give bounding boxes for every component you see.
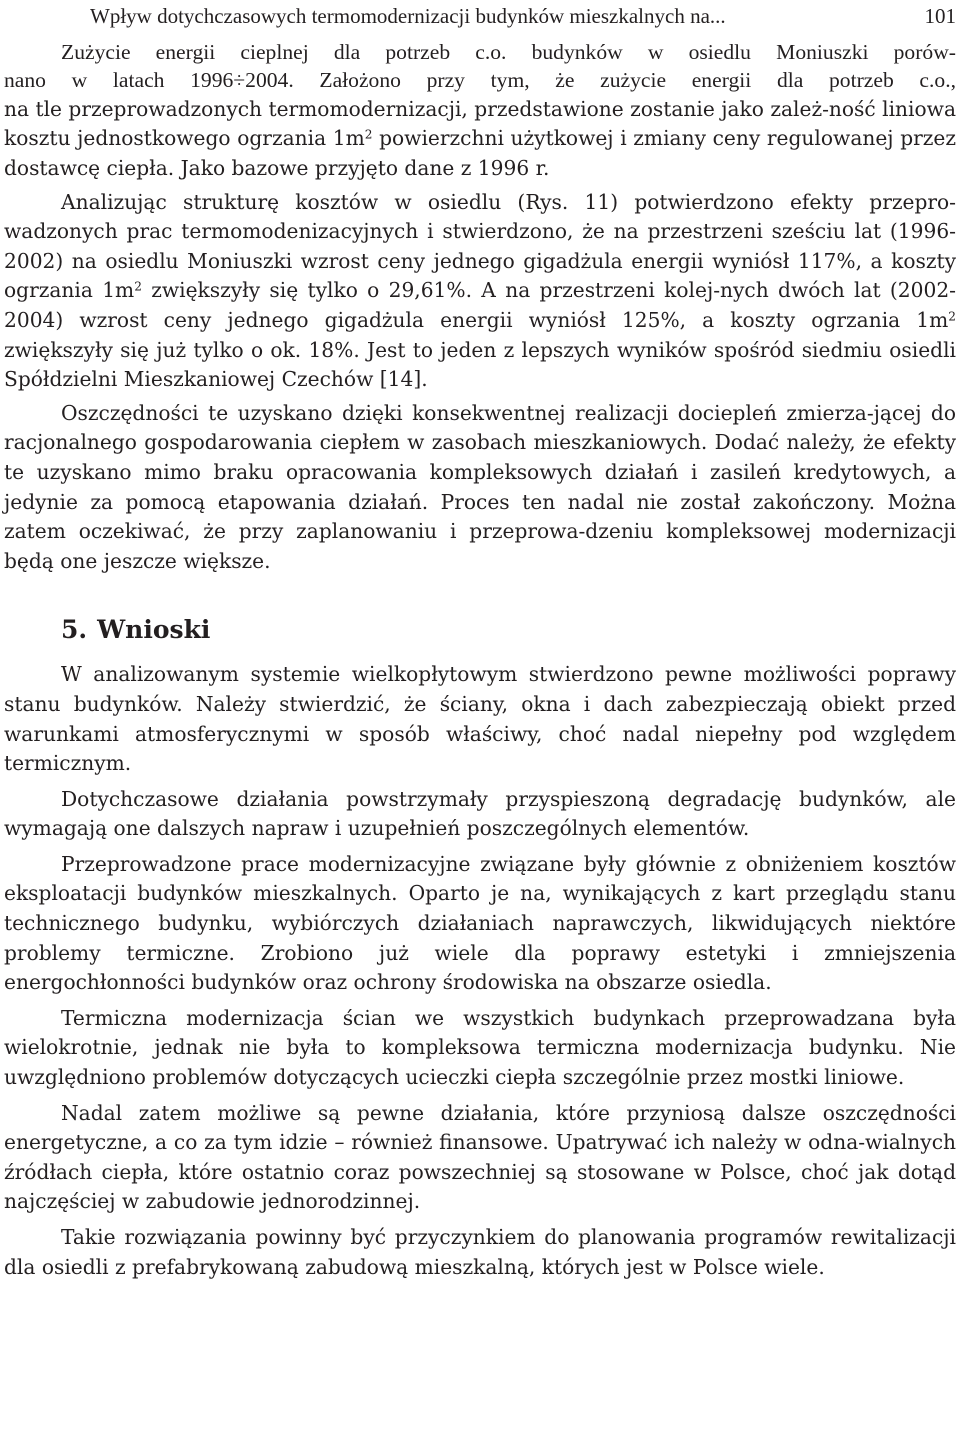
superscript: 2 <box>364 127 373 142</box>
section-heading <box>61 614 956 646</box>
running-header <box>4 0 956 38</box>
paragraph-cost-structure-part-3: zwiększyły się już tylko o ok. 18%. Jest to jeden z lepszych wyników spośród siedmiu osiedli Spółdzielni Mieszkaniowej Czechów [14]. <box>4 337 956 392</box>
section-number: 5. <box>61 615 88 645</box>
page-number: 101 <box>924 4 956 28</box>
superscript: 2 <box>948 309 956 324</box>
superscript: 2 <box>134 279 142 294</box>
intro-paragraph <box>4 38 956 184</box>
intro-rest <box>4 95 956 184</box>
intro-line-2: nano w latach 1996÷2004. Założono przy tym, że zużycie energii dla potrzeb c.o., <box>4 68 956 93</box>
intro-rest-b: powierzchni użytkowej i zmiany ceny regulowanej przez dostawcę ciepła. Jako bazowe przyjęto dane z 1996 r. <box>4 126 956 180</box>
intro-line-1: Zużycie energii cieplnej dla potrzeb c.o. budynków w osiedlu Moniuszki porów- <box>61 40 956 64</box>
conclusion-paragraph: Przeprowadzone prace modernizacyjne związane były głównie z obniżeniem kosztów eksploatacji budynków mieszkalnych. Oparto je na, wynikających z kart przeglądu stanu technicznego budynku, wybiórczych działaniach naprawczych, likwidujących niektóre problemy termiczne. Zrobiono już wiele dla poprawy estetyki i zmniejszenia energochłonności budynków oraz ochrony środowiska na obszarze osiedla. <box>4 851 956 995</box>
conclusion-paragraph: Dotychczasowe działania powstrzymały przyspieszoną degradację budynków, ale wymagają one dalszych napraw i uzupełnień poszczególnych elementów. <box>4 786 956 841</box>
section-title: Wnioski <box>97 615 211 645</box>
conclusion-paragraph: Termiczna modernizacja ścian we wszystkich budynkach przeprowadzana była wielokrotnie, jednak nie była to kompleksowa termiczna modernizacja budynku. Nie uwzględniono problemów dotyczących ucieczki ciepła szczególnie przez mostki liniowe. <box>4 1005 956 1090</box>
conclusion-paragraph: Nadal zatem możliwe są pewne działania, które przyniosą dalsze oszczędności energetyczne, a co za tym idzie – również finansowe. Upatrywać ich należy w odna-wialnych źródłach ciepła, które ostatnio coraz powszechniej są stosowane w Polsce, choć jak dotąd najczęściej w zabudowie jednorodzinnej. <box>4 1100 956 1214</box>
intro-rest-a: na tle przeprowadzonych termomodernizacji, przedstawione zostanie jako zależ-ność liniowa kosztu jednostkowego ogrzania 1m <box>4 96 956 151</box>
running-title: Wpływ dotychczasowych termomodernizacji budynków mieszkalnych na... <box>90 4 726 28</box>
document-page <box>4 0 956 1282</box>
paragraph-cost-structure <box>4 188 956 395</box>
paragraph-cost-structure-part-1: Analizując strukturę kosztów w osiedlu (Rys. 11) potwierdzono efekty przepro-wadzonych prac termomodenizacyjnych i stwierdzono, że na przestrzeni sześciu lat (1996-2002) na osiedlu Moniuszki wzrost ceny jednego gigadżula energii wyniósł 117%, a koszty ogrzania 1m <box>4 189 956 303</box>
paragraph-savings: Oszczędności te uzyskano dzięki konsekwentnej realizacji dociepleń zmierza-jącej do racjonalnego gospodarowania ciepłem w zasobach mieszkaniowych. Dodać należy, że efekty te uzyskano mimo braku opracowania kompleksowych działań i zasileń kredytowych, a jedynie za pomocą etapowania działań. Proces ten nadal nie został zakończony. Można zatem oczekiwać, że przy zaplanowaniu i przeprowa-dzeniu kompleksowej modernizacji będą one jeszcze większe. <box>4 400 956 573</box>
conclusion-paragraph: Takie rozwiązania powinny być przyczynkiem do planowania programów rewitalizacji dla osiedli z prefabrykowaną zabudową mieszkalną, których jest w Polsce wiele. <box>4 1225 956 1279</box>
paragraph-cost-structure-part-2: zwiększyły się tylko o 29,61%. A na przestrzeni kolej-nych dwóch lat (2002-2004) wzrost ceny jednego gigadżula energii wyniósł 125%, a koszty ogrzania 1m <box>4 278 957 332</box>
conclusion-paragraph: W analizowanym systemie wielkopłytowym stwierdzono pewne możliwości poprawy stanu budynków. Należy stwierdzić, że ściany, okna i dach zabezpieczają obiekt przed warunkami atmosferycznymi w sposób właściwy, choć nadal niepełny pod względem termicznym. <box>4 662 956 776</box>
